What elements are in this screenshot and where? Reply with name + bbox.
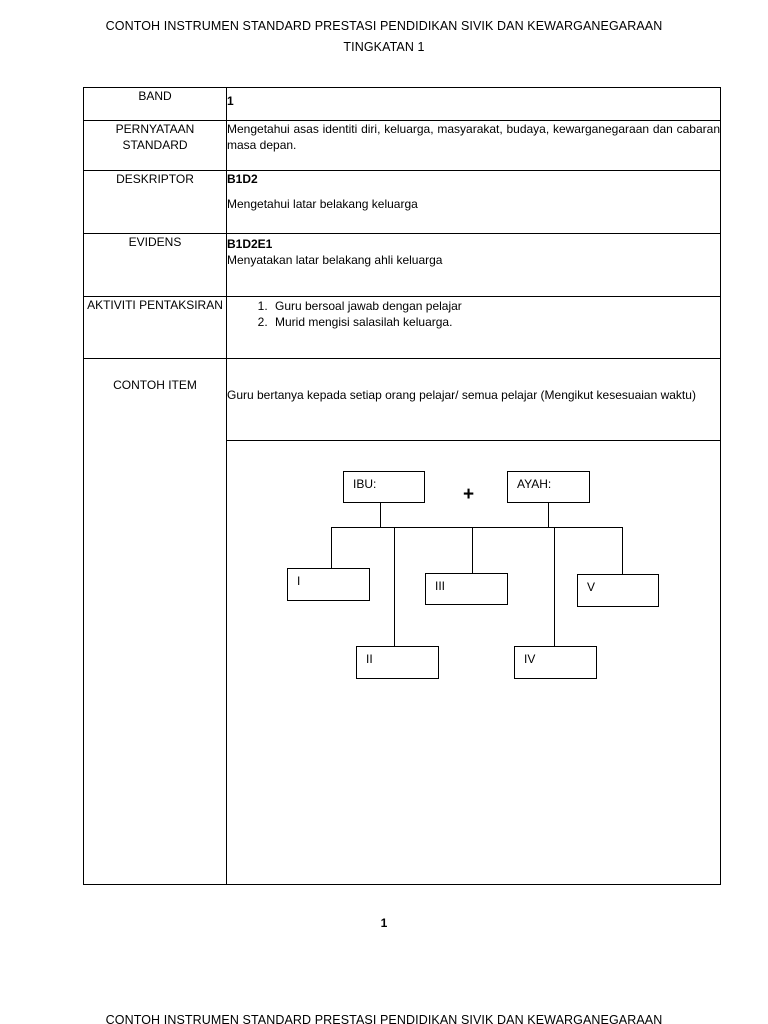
evidens-code: B1D2E1 (227, 237, 273, 251)
document-title: CONTOH INSTRUMEN STANDARD PRESTASI PENDIDIKAN SIVIK DAN KEWARGANEGARAAN (105, 19, 663, 33)
row-band (84, 88, 721, 121)
plus-sign: + (463, 484, 475, 505)
child-box-i: I (287, 568, 370, 601)
pernyataan-label: PERNYATAAN STANDARD (84, 121, 227, 171)
evidens-value (227, 234, 721, 297)
contoh-item-text: Guru bertanya kepada setiap orang pelajar/ semua pelajar (Mengikut kesesuaian waktu) (227, 359, 721, 441)
deskriptor-code: B1D2 (227, 172, 258, 186)
deskriptor-value (227, 171, 721, 234)
aktiviti-item: 1. Guru bersoal jawab dengan pelajar (271, 298, 720, 314)
row-contoh-item (84, 359, 721, 441)
band-label: BAND (84, 88, 227, 121)
pernyataan-value: Mengetahui asas identiti diri, keluarga, masyarakat, budaya, kewarganegaraan dan cabaran masa depan. (227, 121, 721, 171)
row-evidens (84, 234, 721, 297)
row-pernyataan (84, 121, 721, 171)
aktiviti-label: AKTIVITI PENTAKSIRAN (84, 297, 227, 359)
aktiviti-list (227, 298, 720, 330)
aktiviti-item: 2. Murid mengisi salasilah keluarga. (271, 314, 720, 330)
page-number: 1 (380, 916, 388, 930)
document-subtitle: TINGKATAN 1 (343, 40, 425, 54)
row-aktiviti (84, 297, 721, 359)
contoh-item-label: CONTOH ITEM (84, 359, 227, 885)
deskriptor-label: DESKRIPTOR (84, 171, 227, 234)
family-tree-cell (227, 441, 721, 885)
next-page-title: CONTOH INSTRUMEN STANDARD PRESTASI PENDIDIKAN SIVIK DAN KEWARGANEGARAAN (105, 1013, 663, 1024)
child-box-ii: II (356, 646, 439, 679)
child-box-iii: III (425, 573, 508, 605)
row-deskriptor (84, 171, 721, 234)
aktiviti-value (227, 297, 721, 359)
father-box: AYAH: (507, 471, 590, 503)
mother-box: IBU: (343, 471, 425, 503)
evidens-text: Menyatakan latar belakang ahli keluarga (227, 253, 443, 267)
child-box-v: V (577, 574, 659, 607)
band-value: 1 (227, 88, 721, 121)
evidens-label: EVIDENS (84, 234, 227, 297)
deskriptor-text: Mengetahui latar belakang keluarga (227, 197, 418, 211)
child-box-iv: IV (514, 646, 597, 679)
